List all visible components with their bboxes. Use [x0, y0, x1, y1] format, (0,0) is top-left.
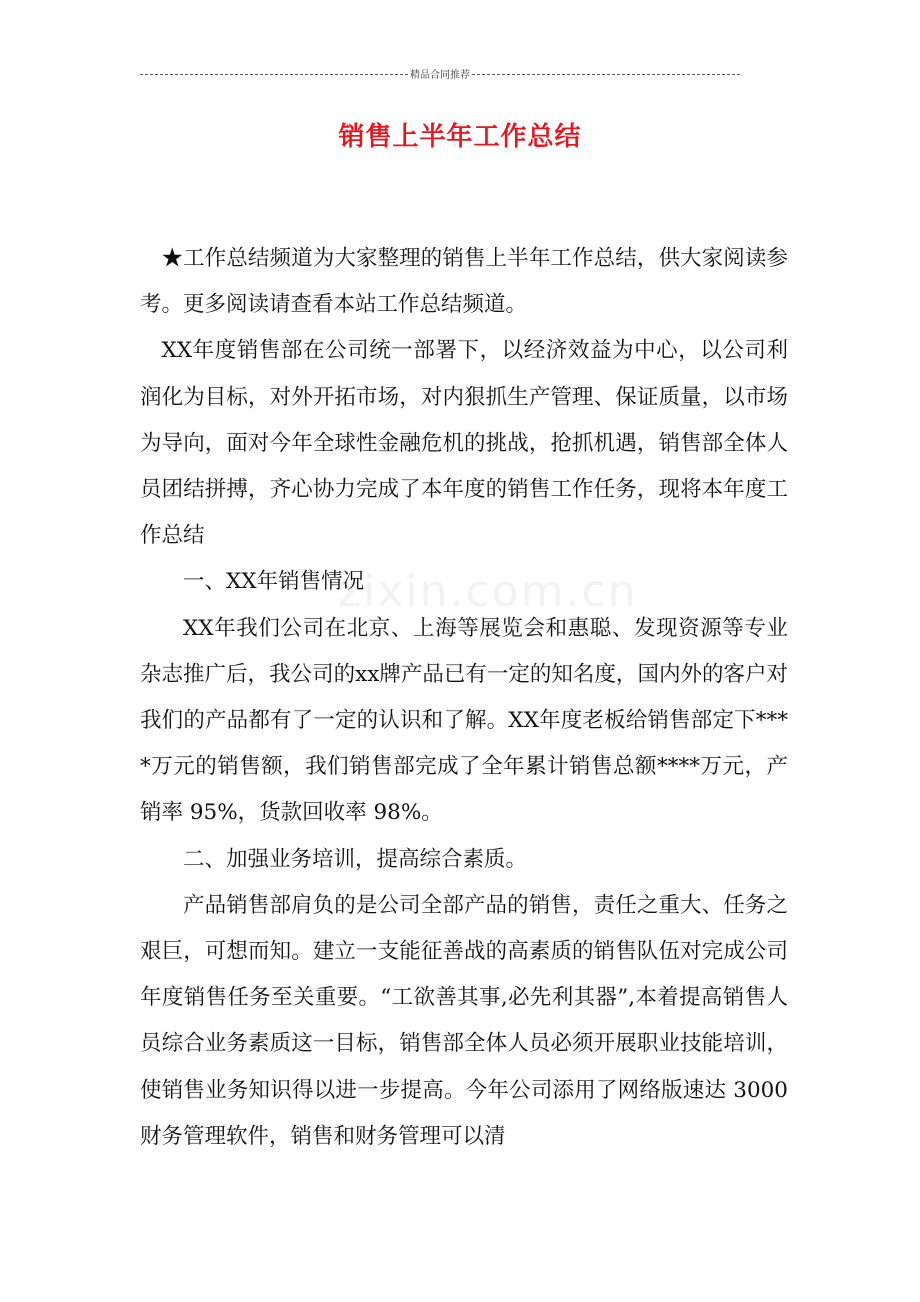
section-heading-2: 二、加强业务培训，提高综合素质。	[183, 846, 528, 872]
page-header	[140, 66, 740, 81]
header-dash-left	[140, 74, 408, 75]
section-heading-1: 一、XX年销售情况	[183, 569, 365, 595]
header-dash-right	[472, 74, 740, 75]
document-title: 销售上半年工作总结	[338, 122, 582, 152]
sales-paragraph: XX年我们公司在北京、上海等展览会和惠聪、发现资源等专业杂志推广后，我公司的xx牌产品已有一定的知名度，国内外的客户对我们的产品都有了一定的认识和了解。XX年度老板给销售部定下****万元的销售额，我们销售部完成了全年累计销售总额****万元，产销率 95%，货款回收率 98%。	[140, 615, 788, 826]
intro-paragraph: ★工作总结频道为大家整理的销售上半年工作总结，供大家阅读参考。更多阅读请查看本站工作总结频道。	[140, 246, 788, 318]
watermark: zixin.com.cn	[338, 566, 638, 617]
header-text: 精品合同推荐	[410, 70, 470, 81]
document-body	[140, 236, 788, 1160]
overview-paragraph: XX年度销售部在公司统一部署下，以经济效益为中心，以公司利润化为目标，对外开拓市场，对内狠抓生产管理、保证质量，以市场为导向，面对今年全球性金融危机的挑战，抢抓机遇，销售部全体人员团结拼搏，齐心协力完成了本年度的销售工作任务，现将本年度工作总结	[140, 338, 788, 549]
training-paragraph: 产品销售部肩负的是公司全部产品的销售，责任之重大、任务之艰巨，可想而知。建立一支能征善战的高素质的销售队伍对完成公司年度销售任务至关重要。“工欲善其事,必先利其器”,本着提高销售人员综合业务素质这一目标，销售部全体人员必须开展职业技能培训，使销售业务知识得以进一步提高。今年公司添用了网络版速达 3000 财务管理软件，销售和财务管理可以清	[140, 892, 788, 1149]
